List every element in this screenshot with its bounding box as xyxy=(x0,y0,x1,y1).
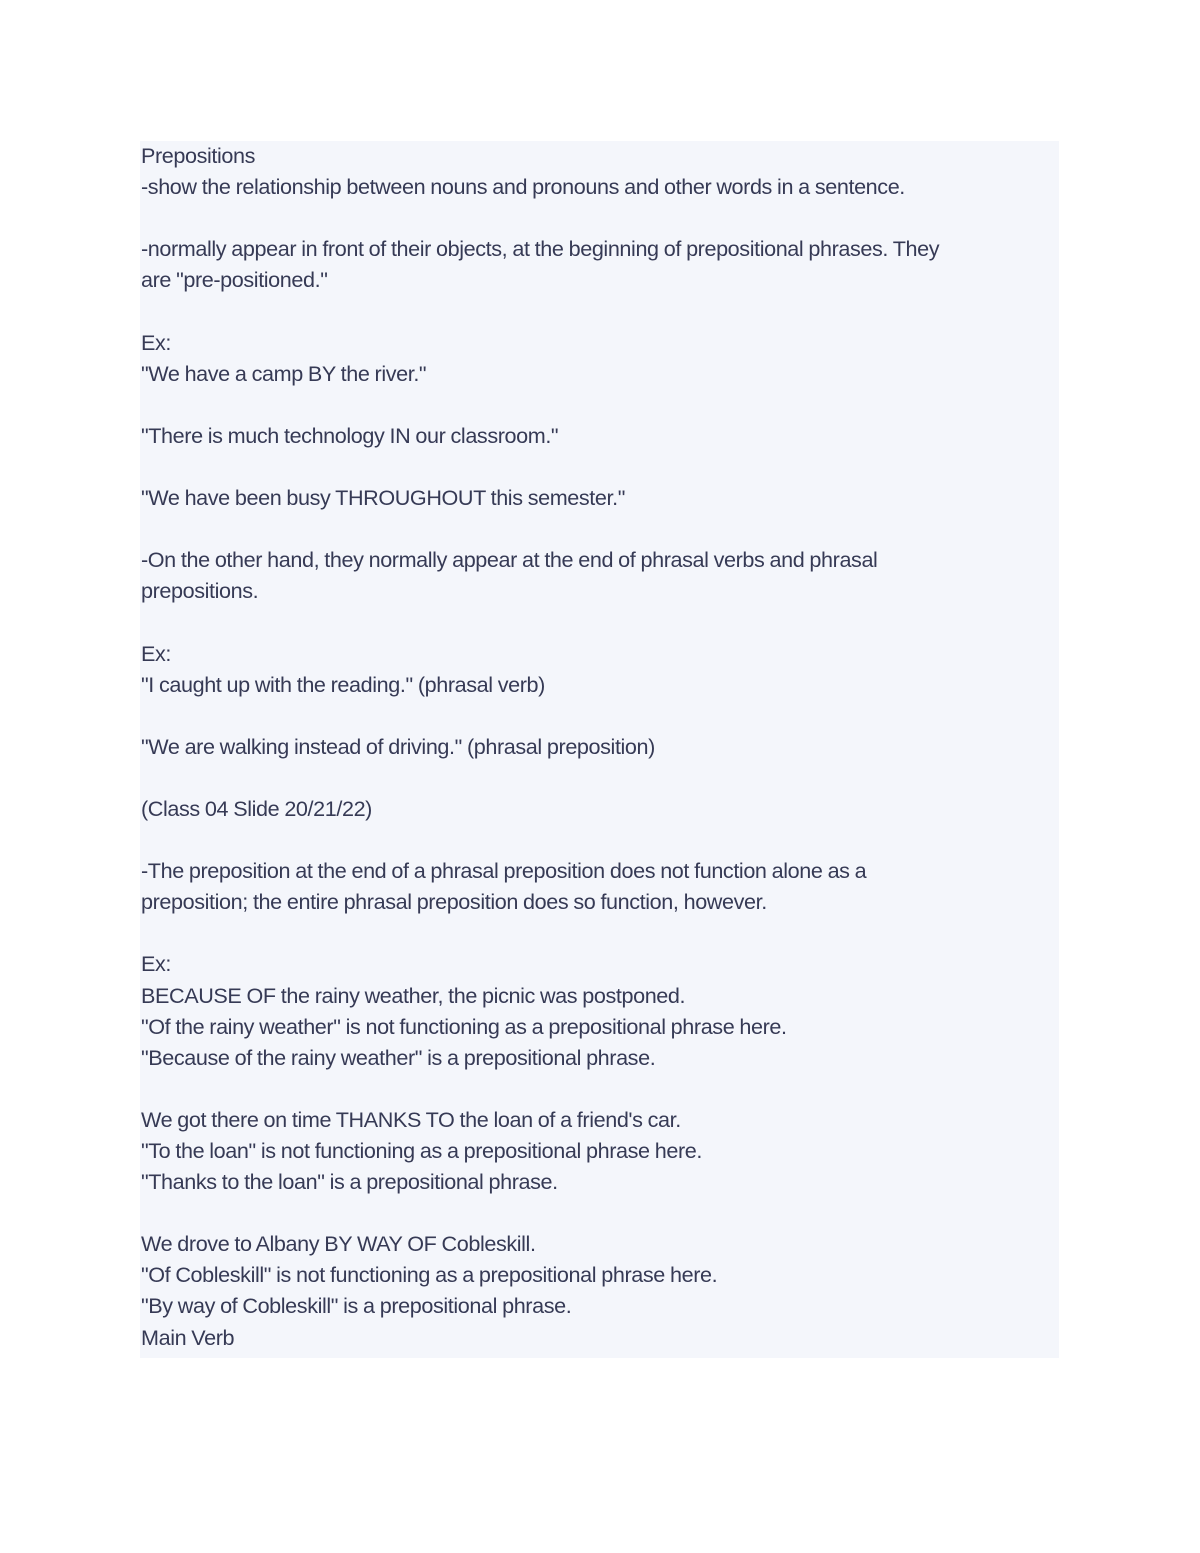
blank-line xyxy=(141,451,1071,482)
text-line: "We are walking instead of driving." (phrasal preposition) xyxy=(141,733,655,759)
text-line: "We have a camp BY the river." xyxy=(141,360,427,386)
text-line: -The preposition at the end of a phrasal preposition does not function alone as a xyxy=(141,858,867,884)
text-line: are "pre-positioned." xyxy=(141,267,328,293)
text-line: (Class 04 Slide 20/21/22) xyxy=(141,795,372,821)
blank-line xyxy=(141,824,1071,855)
text-line: -normally appear in front of their objects, at the beginning of prepositional phrases. They xyxy=(141,236,940,262)
text-line: "By way of Cobleskill" is a prepositional phrase. xyxy=(141,1293,572,1319)
text-line: "To the loan" is not functioning as a prepositional phrase here. xyxy=(141,1138,702,1163)
text-line: Ex: xyxy=(141,329,171,355)
blank-line xyxy=(141,1073,1071,1104)
text-line: Main Verb xyxy=(141,1324,235,1350)
text-line: "Of the rainy weather" is not functioning as a prepositional phrase here. xyxy=(141,1013,787,1039)
text-line: "I caught up with the reading." (phrasal verb) xyxy=(141,671,545,697)
blank-line xyxy=(141,202,1071,233)
blank-line xyxy=(141,513,1071,544)
text-line: prepositions. xyxy=(141,578,259,604)
text-line: Ex: xyxy=(141,951,171,977)
text-line: -show the relationship between nouns and pronouns and other words in a sentence. xyxy=(141,174,905,200)
blank-line xyxy=(141,762,1071,793)
blank-line xyxy=(141,389,1071,420)
text-line: We got there on time THANKS TO the loan of a friend's car. xyxy=(141,1106,681,1132)
note-text-body xyxy=(141,140,1071,1353)
blank-line xyxy=(141,700,1071,731)
text-line: "Because of the rainy weather" is a prepositional phrase. xyxy=(141,1044,656,1070)
blank-line xyxy=(141,606,1071,637)
text-line: "We have been busy THROUGHOUT this semester." xyxy=(141,485,625,511)
blank-line xyxy=(141,917,1071,948)
text-line: "Thanks to the loan" is a prepositional phrase. xyxy=(141,1169,558,1195)
text-line: preposition; the entire phrasal preposition does so function, however. xyxy=(141,889,767,915)
text-line: Ex: xyxy=(141,640,171,666)
text-line: -On the other hand, they normally appear at the end of phrasal verbs and phrasal xyxy=(141,547,878,573)
text-line: "Of Cobleskill" is not functioning as a prepositional phrase here. xyxy=(141,1262,718,1288)
text-line: Prepositions xyxy=(141,143,256,168)
text-line: We drove to Albany BY WAY OF Cobleskill. xyxy=(141,1231,536,1257)
blank-line xyxy=(141,1197,1071,1228)
text-line: BECAUSE OF the rainy weather, the picnic was postponed. xyxy=(141,982,686,1008)
text-line: "There is much technology IN our classroom." xyxy=(141,422,559,448)
blank-line xyxy=(141,295,1071,326)
